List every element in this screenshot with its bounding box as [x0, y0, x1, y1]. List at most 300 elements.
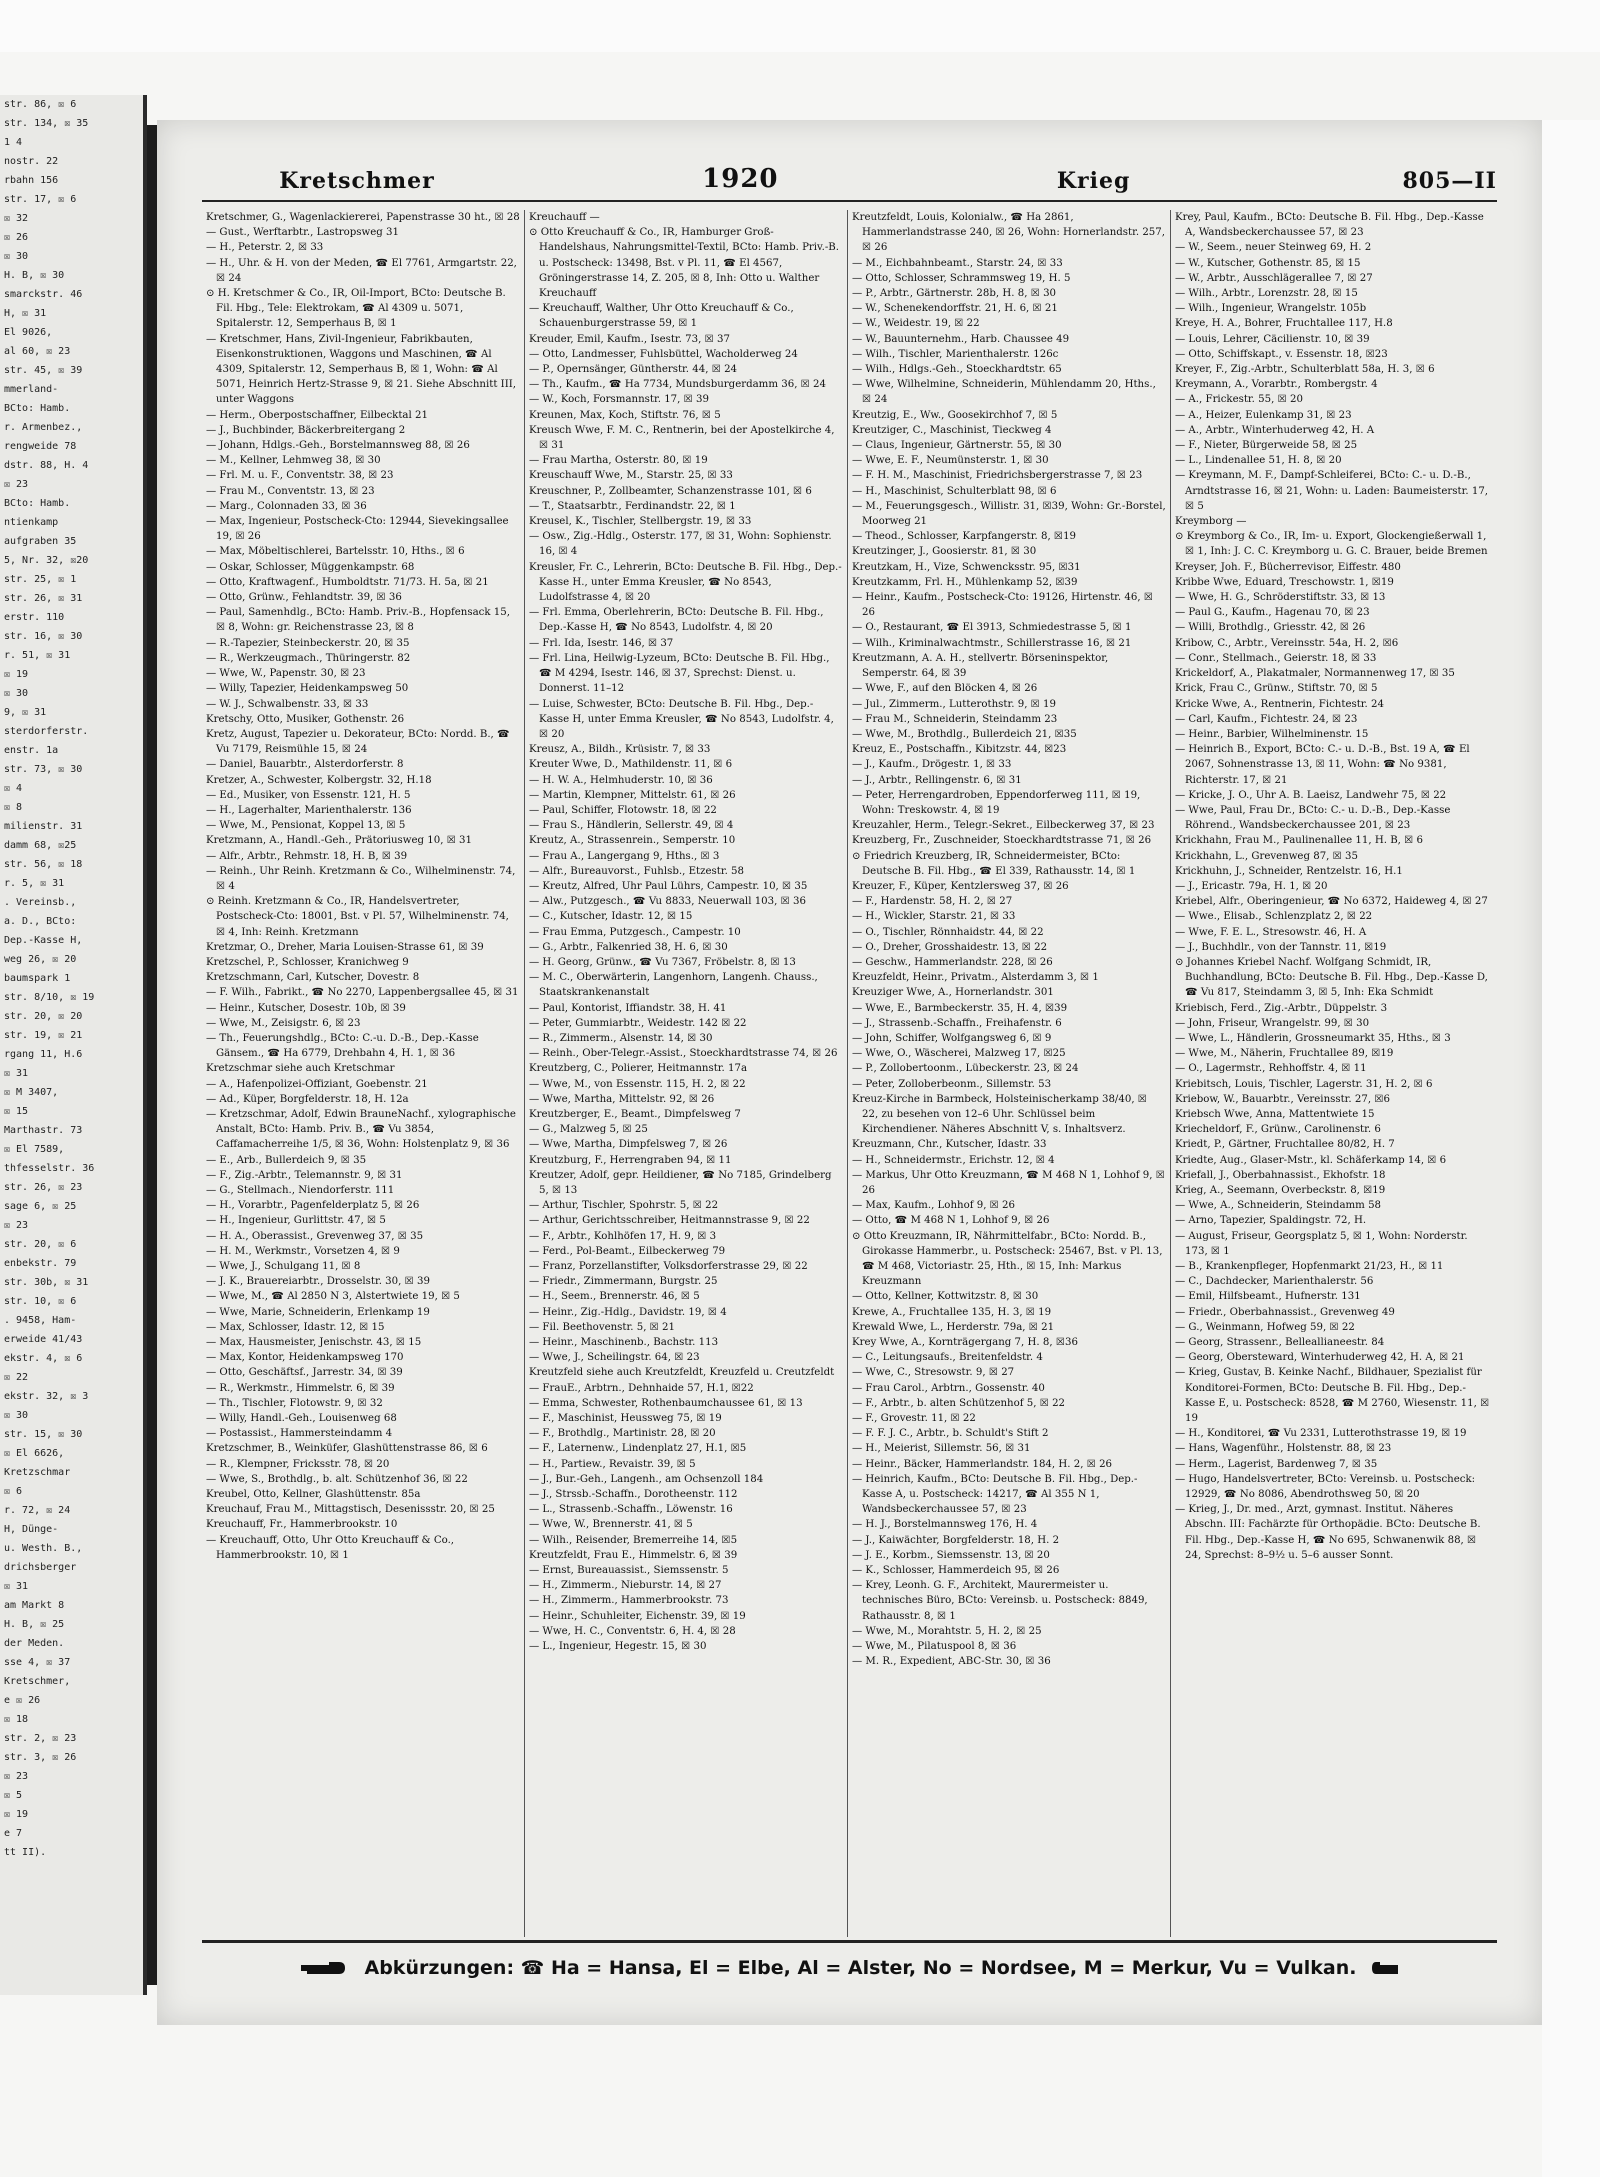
directory-entry: — Alfr., Arbtr., Rehmstr. 18, H. B, ☒ 39: [206, 850, 408, 862]
directory-entry: — Wwe, Martha, Dimpfelsweg 7, ☒ 26: [529, 1139, 728, 1151]
directory-entry: — R., Werkzeugmach., Thüringerstr. 82: [206, 652, 411, 664]
directory-entry: — Max, Kaufm., Lohhof 9, ☒ 26: [852, 1200, 1015, 1212]
left-page-line: r. 51, ☒ 31: [4, 650, 71, 661]
left-page-line: ☒ 23: [4, 1220, 29, 1231]
directory-entry: Krickhahn, Frau M., Paulinenallee 11, H. B, ☒ 6: [1175, 835, 1424, 847]
directory-entry: — J., Buchbinder, Bäckerbreitergang 2: [206, 424, 406, 436]
left-page-line: ☒ 23: [4, 479, 29, 490]
abbreviations-text: Abkürzungen: ☎ Ha = Hansa, El = Elbe, Al = Alster, No = Nordsee, M = Merkur, Vu = Vulkan.: [364, 1957, 1357, 1979]
directory-entry: Krewald Wwe, L., Herderstr. 79a, ☒ 21: [852, 1321, 1055, 1333]
directory-entry: Kricke Wwe, A., Rentnerin, Fichtestr. 24: [1175, 698, 1384, 710]
directory-entry: — Wwe, E., Barmbeckerstr. 35, H. 4, ☒39: [852, 1002, 1068, 1014]
directory-entry: — Heinr., Kutscher, Dosestr. 10b, ☒ 39: [206, 1002, 406, 1014]
directory-entry: ⊙ Otto Kreuchauff & Co., IR, Hamburger Groß-Handelshaus, Nahrungsmittel-Textil, BCto: Hamb. Priv.-B. u. Postscheck: 13498, Bst. v Pl. 11, ☎ El 4567, Gröningerstrasse 14, Z. 205, ☒ 8, Inh: Otto u. Walther Kreuchauff: [529, 227, 840, 300]
directory-entry: — W., Seem., neuer Steinweg 69, H. 2: [1175, 242, 1372, 254]
directory-entry: — Peter, Herrengardroben, Eppendorferweg 111, ☒ 19, Wohn: Treskowstr. 4, ☒ 19: [852, 789, 1141, 816]
directory-entry: — H., Lagerhalter, Marienthalerstr. 136: [206, 804, 412, 816]
directory-entry: — H., Uhr. & H. von der Meden, ☎ El 7761, Armgartstr. 22, ☒ 24: [206, 257, 517, 284]
directory-entry: — H., Ingenieur, Gurlittstr. 47, ☒ 5: [206, 1215, 386, 1227]
directory-entry: Kreutzberger, E., Beamt., Dimpfelsweg 7: [529, 1108, 741, 1120]
directory-entry: — Emil, Hilfsbeamt., Hufnerstr. 131: [1175, 1291, 1361, 1303]
directory-entry: — H. W. A., Helmhuderstr. 10, ☒ 36: [529, 774, 713, 786]
directory-entry: — W., Weidestr. 19, ☒ 22: [852, 318, 980, 330]
directory-entry: — Ed., Musiker, von Essenstr. 121, H. 5: [206, 789, 411, 801]
directory-entry: — R., Werkmstr., Himmelstr. 6, ☒ 39: [206, 1382, 395, 1394]
directory-entry: — Wilh., Kriminalwachtmstr., Schillerstrasse 16, ☒ 21: [852, 637, 1132, 649]
directory-entry: — Hugo, Handelsvertreter, BCto: Vereinsb. u. Postscheck: 12929, ☎ No 8086, Abendrothsweg 50, ☒ 20: [1175, 1473, 1476, 1501]
directory-entry: — J. K., Brauereiarbtr., Drosselstr. 30, ☒ 39: [206, 1276, 430, 1288]
directory-entry: — A., Arbtr., Winterhuderweg 42, H. A: [1175, 424, 1375, 436]
directory-entry: Kriebow, W., Bauarbtr., Vereinsstr. 27, ☒6: [1175, 1093, 1390, 1105]
left-page-line: ☒ 23: [4, 1771, 29, 1782]
directory-entry: — Wwe, Paul, Frau Dr., BCto: C.- u. D.-B., Dep.-Kasse Röhrend., Wandsbeckerchaussee 201, ☒ 23: [1175, 804, 1451, 832]
header-right-keyword: Krieg: [1056, 168, 1131, 194]
directory-entry: — Wwe, W., Brennerstr. 41, ☒ 5: [529, 1519, 693, 1531]
directory-entry: — R.-Tapezier, Steinbeckerstr. 20, ☒ 35: [206, 637, 410, 649]
entry-columns: [202, 210, 1497, 1937]
left-page-line: 9, ☒ 31: [4, 707, 47, 718]
left-page-line: am Markt 8: [4, 1600, 65, 1611]
directory-entry: — Peter, Gummiarbtr., Weidestr. 142 ☒ 22: [529, 1017, 747, 1029]
left-page-line: ☒ 31: [4, 1068, 29, 1079]
directory-entry: Kreuz-Kirche in Barmbeck, Holsteinischerkamp 38/40, ☒ 22, zu besehen von 12–6 Uhr. Schlüssel beim Kirchendiener. Näheres Abschnitt V, s. Inhaltsverz.: [852, 1093, 1147, 1136]
directory-entry: Kretschmer, G., Wagenlackiererei, Papenstrasse 30 ht., ☒ 28: [206, 212, 520, 223]
directory-entry: Kreyer, F., Zig.-Arbtr., Schulterblatt 58a, H. 3, ☒ 6: [1175, 364, 1435, 376]
directory-entry: — H., Wickler, Starstr. 21, ☒ 33: [852, 911, 1016, 923]
directory-entry: — Kretzschmar, Adolf, Edwin BrauneNachf., xylographische Anstalt, BCto: Hamb. Priv. B., ☎ Vu 3854, Caffamacherreihe 1/5, ☒ 36, Wohn: Holstenplatz 9, ☒ 36: [206, 1108, 516, 1151]
running-header: [207, 154, 1497, 194]
header-year: 1920: [702, 164, 779, 194]
directory-entry: — Heinr., Maschinenb., Bachstr. 113: [529, 1337, 719, 1349]
directory-entry: — Heinr., Kaufm., Postscheck-Cto: 19126, Hirtenstr. 46, ☒ 26: [852, 592, 1153, 619]
directory-entry: Kreuziger Wwe, A., Hornerlandstr. 301: [852, 987, 1054, 999]
left-page-line: weg 26, ☒ 20: [4, 954, 77, 965]
directory-entry: — R., Klempner, Fricksstr. 78, ☒ 20: [206, 1458, 390, 1470]
left-page-line: 1 4: [4, 137, 23, 148]
directory-entry: — Frau Emma, Putzgesch., Campestr. 10: [529, 926, 741, 938]
pointing-hand-icon: [299, 1959, 351, 1977]
left-page-line: ☒ 31: [4, 1581, 29, 1592]
directory-entry: — Jul., Zimmerm., Lutterothstr. 9, ☒ 19: [852, 698, 1057, 710]
directory-entry: — E., Arb., Bullerdeich 9, ☒ 35: [206, 1154, 367, 1166]
directory-entry: — A., Frickestr. 55, ☒ 20: [1175, 394, 1303, 406]
directory-entry: Krey Wwe, A., Kornträgergang 7, H. 8, ☒36: [852, 1337, 1078, 1349]
directory-entry: — H., Vorarbtr., Pagenfelderplatz 5, ☒ 26: [206, 1200, 420, 1212]
directory-entry: — F. Wilh., Fabrikt., ☎ No 2270, Lappenbergsallee 45, ☒ 31: [206, 987, 519, 999]
directory-entry: — F., Hardenstr. 58, H. 2, ☒ 27: [852, 896, 1013, 908]
directory-entry: Kretzschmar siehe auch Kretschmar: [206, 1063, 395, 1075]
directory-entry: Kreuzer, F., Küper, Kentzlersweg 37, ☒ 26: [852, 880, 1069, 892]
directory-entry: — Max, Schlosser, Idastr. 12, ☒ 15: [206, 1321, 385, 1333]
left-page-line: BCto: Hamb.: [4, 498, 71, 509]
directory-entry: — O., Lagermstr., Rehhoffstr. 4, ☒ 11: [1175, 1063, 1367, 1075]
directory-entry: — Wwe., Elisab., Schlenzplatz 2, ☒ 22: [1175, 911, 1373, 923]
directory-entry: — B., Krankenpfleger, Hopfenmarkt 21/23, H., ☒ 11: [1175, 1261, 1444, 1273]
directory-entry: Kreuzahler, Herm., Telegr.-Sekret., Eilbeckerweg 37, ☒ 23: [852, 820, 1155, 832]
directory-entry: — W., Bauunternehm., Harb. Chaussee 49: [852, 333, 1070, 345]
left-page-line: ☒ 18: [4, 1714, 29, 1725]
left-page-line: drichsberger: [4, 1562, 77, 1573]
directory-entry: — Markus, Uhr Otto Kreuzmann, ☎ M 468 N 1, Lohhof 9, ☒ 26: [852, 1169, 1165, 1196]
directory-entry: — H., Konditorei, ☎ Vu 2331, Lutterothstrasse 19, ☒ 19: [1175, 1428, 1467, 1440]
directory-entry: — Wwe, M., Näherin, Fruchtallee 89, ☒19: [1175, 1048, 1394, 1060]
directory-entry: Krickeldorf, A., Plakatmaler, Normannenweg 17, ☒ 35: [1175, 668, 1455, 680]
left-page-line: nostr. 22: [4, 156, 59, 167]
directory-entry: — Kreutz, Alfred, Uhr Paul Lührs, Campestr. 10, ☒ 35: [529, 880, 808, 892]
left-page-line: str. 15, ☒ 30: [4, 1429, 83, 1440]
left-page-line: Kretschmer,: [4, 1676, 71, 1687]
directory-entry: Kreyser, Joh. F., Bücherrevisor, Eiffestr. 480: [1175, 561, 1401, 573]
directory-entry: — Hans, Wagenführ., Holstenstr. 88, ☒ 23: [1175, 1443, 1392, 1455]
directory-entry: — F., Grovestr. 11, ☒ 22: [852, 1413, 976, 1425]
directory-entry: ⊙ Kreymborg & Co., IR, Im- u. Export, Glockengießerwall 1, ☒ 1, Inh: J. C. C. Kreymborg u. G. C. Brauer, beide Bremen: [1175, 531, 1488, 558]
left-page-line: Dep.-Kasse H,: [4, 935, 83, 946]
directory-entry: — F. F. J. C., Arbtr., b. Schuldt's Stift 2: [852, 1428, 1049, 1440]
directory-entry: — W., Schenekendorffstr. 21, H. 6, ☒ 21: [852, 303, 1058, 315]
directory-entry: — Oskar, Schlosser, Müggenkampstr. 68: [206, 561, 415, 573]
left-page-line: ekstr. 32, ☒ 3: [4, 1391, 89, 1402]
directory-entry: Kreusler, Fr. C., Lehrerin, BCto: Deutsche B. Fil. Hbg., Dep.-Kasse H., unter Emma Kreusler, ☎ No 8543, Ludolfstrasse 4, ☒ 20: [529, 561, 842, 604]
directory-entry: Kretzschmer, B., Weinküfer, Glashüttenstrasse 86, ☒ 6: [206, 1443, 488, 1455]
directory-entry: — Wwe, H. G., Schröderstiftstr. 33, ☒ 13: [1175, 592, 1386, 604]
directory-entry: — H., Seem., Brennerstr. 46, ☒ 5: [529, 1291, 700, 1303]
left-page-line: str. 56, ☒ 18: [4, 859, 83, 870]
left-page-line: ☒ 30: [4, 1410, 29, 1421]
directory-entry: Kreutzberg, C., Polierer, Heitmannstr. 17a: [529, 1063, 748, 1075]
left-page-line: mmerland-: [4, 384, 59, 395]
directory-entry: — W., Kutscher, Gothenstr. 85, ☒ 15: [1175, 257, 1361, 269]
left-page-line: e ☒ 26: [4, 1695, 41, 1706]
left-page-line: erstr. 110: [4, 612, 65, 623]
left-page-line: str. 20, ☒ 20: [4, 1011, 83, 1022]
scan-margin-right: [1542, 120, 1600, 2177]
directory-entry: Kreunen, Max, Koch, Stiftstr. 76, ☒ 5: [529, 409, 721, 421]
directory-entry: — M., Eichbahnbeamt., Starstr. 24, ☒ 33: [852, 257, 1063, 269]
directory-entry: — Postassist., Hammersteindamm 4: [206, 1428, 393, 1440]
directory-entry: — Heinr., Barbier, Wilhelminenstr. 15: [1175, 728, 1369, 740]
directory-entry: — Frau A., Langergang 9, Hths., ☒ 3: [529, 850, 720, 862]
header-rule: [202, 200, 1497, 202]
directory-entry: — Kreymann, M. F., Dampf-Schleiferei, BCto: C.- u. D.-B., Arndtstrasse 16, ☒ 21, Wohn: u. Laden: Baumeisterstr. 17, ☒ 5: [1175, 470, 1489, 512]
directory-entry: — Friedr., Oberbahnassist., Grevenweg 49: [1175, 1306, 1395, 1318]
left-page-line: str. 19, ☒ 21: [4, 1030, 83, 1041]
directory-entry: — P., Zollobertoonm., Lübeckerstr. 23, ☒ 24: [852, 1063, 1079, 1075]
directory-entry: — Krieg, Gustav, B. Keinke Nachf., Bildhauer, Spezialist für Konditorei-Formen, BCto: Deutsche B. Fil. Hbg., Dep.-Kasse E, u. Postscheck: 8528, ☎ M 2760, Wiesenstr. 11, ☒ 19: [1175, 1367, 1490, 1425]
directory-entry: — Conr., Stellmach., Geierstr. 18, ☒ 33: [1175, 652, 1377, 664]
left-page-line: str. 45, ☒ 39: [4, 365, 83, 376]
directory-entry: — Arno, Tapezier, Spaldingstr. 72, H.: [1175, 1215, 1367, 1227]
directory-entry: — Otto, Kraftwagenf., Humboldtstr. 71/73. H. 5a, ☒ 21: [206, 576, 489, 588]
directory-page: [157, 120, 1542, 2025]
directory-entry: Kreuz, E., Postschaffn., Kibitzstr. 44, ☒23: [852, 744, 1067, 756]
directory-entry: — Paul, Kontorist, Iffiandstr. 38, H. 41: [529, 1002, 727, 1014]
directory-entry: — H. J., Borstelmannsweg 176, H. 4: [852, 1519, 1038, 1531]
column-4: [1171, 210, 1494, 1937]
left-page-line: sage 6, ☒ 25: [4, 1201, 77, 1212]
directory-entry: — T., Staatsarbtr., Ferdinandstr. 22, ☒ 1: [529, 500, 736, 512]
left-page-line: sterdorferstr.: [4, 726, 89, 737]
header-left-keyword: Kretschmer: [279, 168, 435, 194]
directory-entry: — Friedr., Zimmermann, Burgstr. 25: [529, 1276, 718, 1288]
directory-entry: — John, Friseur, Wrangelstr. 99, ☒ 30: [1175, 1017, 1370, 1029]
left-page-line: ☒ El 6626,: [4, 1448, 65, 1459]
left-page-line: . 9458, Ham-: [4, 1315, 77, 1326]
directory-entry: — Martin, Klempner, Mittelstr. 61, ☒ 26: [529, 789, 736, 801]
directory-entry: — Max, Hausmeister, Jenischstr. 43, ☒ 15: [206, 1337, 422, 1349]
left-page-line: tt II).: [4, 1847, 47, 1858]
directory-entry: — Georg, Obersteward, Winterhuderweg 42, H. A, ☒ 21: [1175, 1352, 1465, 1364]
directory-entry: — Th., Feuerungshdlg., BCto: C.-u. D.-B., Dep.-Kasse Gänsem., ☎ Ha 6779, Drehbahn 4, H. 1, ☒ 36: [206, 1032, 479, 1060]
directory-entry: — F., Brothdlg., Martinistr. 28, ☒ 20: [529, 1428, 716, 1440]
directory-entry: — F. H. M., Maschinist, Friedrichsbergerstrasse 7, ☒ 23: [852, 470, 1143, 482]
column-2: [525, 210, 848, 1937]
directory-entry: — Otto, Kellner, Kottwitzstr. 8, ☒ 30: [852, 1291, 1039, 1303]
left-page-line: al 60, ☒ 23: [4, 346, 71, 357]
directory-entry: — Otto, Grünw., Fehlandtstr. 39, ☒ 36: [206, 592, 402, 604]
left-page-line: rgang 11, H.6: [4, 1049, 83, 1060]
directory-entry: Kreutzinger, J., Goosierstr. 81, ☒ 30: [852, 546, 1037, 558]
directory-entry: — Daniel, Bauarbtr., Alsterdorferstr. 8: [206, 759, 404, 771]
directory-entry: ⊙ Otto Kreuzmann, IR, Nährmittelfabr., BCto: Nordd. B., Girokasse Hammerbr., u. Postscheck: 25467, Bst. v Pl. 13, ☎ M 468, Victoriastr. 25, Hth., ☒ 15, Inh: Markus Kreuzmann: [852, 1230, 1163, 1288]
directory-entry: Krieg, A., Seemann, Overbeckstr. 8, ☒19: [1175, 1185, 1386, 1196]
directory-entry: — G., Weinmann, Hofweg 59, ☒ 22: [1175, 1321, 1355, 1333]
left-page-line: str. 17, ☒ 6: [4, 194, 77, 205]
directory-entry: — F., Zig.-Arbtr., Telemannstr. 9, ☒ 31: [206, 1169, 403, 1181]
directory-entry: — Wwe, M., Pilatuspool 8, ☒ 36: [852, 1641, 1017, 1653]
directory-entry: — M., Kellner, Lehmweg 38, ☒ 30: [206, 455, 381, 467]
directory-entry: — Alfr., Bureauvorst., Fuhlsb., Etzestr. 58: [529, 865, 745, 877]
column-3: [848, 210, 1171, 1937]
left-page-line: erweide 41/43: [4, 1334, 83, 1345]
book-gutter: [147, 125, 157, 1985]
directory-entry: — Wwe, F., auf den Blöcken 4, ☒ 26: [852, 683, 1038, 695]
left-page-line: ☒ 8: [4, 802, 23, 813]
directory-entry: — J., Bur.-Geh., Langenh., am Ochsenzoll 184: [529, 1473, 764, 1485]
directory-entry: — Fil. Beethovenstr. 5, ☒ 21: [529, 1321, 676, 1333]
directory-entry: ⊙ Reinh. Kretzmann & Co., IR, Handelsvertreter, Postscheck-Cto: 18001, Bst. v Pl. 57, Wilhelminenstr. 74, ☒ 4, Inh: Reinh. Kretzmann: [206, 896, 509, 938]
directory-entry: — A., Hafenpolizei-Offiziant, Goebenstr. 21: [206, 1078, 428, 1090]
directory-entry: — H., Peterstr. 2, ☒ 33: [206, 242, 324, 254]
left-page-line: u. Westh. B.,: [4, 1543, 83, 1554]
directory-entry: — J., Kaufm., Drögestr. 1, ☒ 33: [852, 759, 1012, 771]
directory-entry: — Claus, Ingenieur, Gärtnerstr. 55, ☒ 30: [852, 440, 1062, 452]
directory-entry: — H. A., Oberassist., Grevenweg 37, ☒ 35: [206, 1230, 424, 1242]
directory-entry: Kriebsch Wwe, Anna, Mattentwiete 15: [1175, 1108, 1375, 1120]
directory-entry: — L., Lindenallee 51, H. 8, ☒ 20: [1175, 455, 1342, 467]
left-page-line: ☒ M 3407,: [4, 1087, 59, 1098]
directory-entry: — H., Partiew., Revaistr. 39, ☒ 5: [529, 1458, 696, 1470]
directory-entry: — H. Georg, Grünw., ☎ Vu 7367, Fröbelstr. 8, ☒ 13: [529, 956, 796, 968]
directory-entry: — Wwe, M., Morahtstr. 5, H. 2, ☒ 25: [852, 1625, 1042, 1637]
directory-entry: — Krieg, J., Dr. med., Arzt, gymnast. Institut. Näheres Abschn. III: Fachärzte für Orthopädie. BCto: Deutsche B. Fil. Hbg., Dep.-Kasse H, ☎ No 695, Schwanenwik 88, ☒ 24, Sprechst: 8–9½ u. 5–6 ausser Sonnt.: [1175, 1504, 1481, 1561]
directory-entry: Kriebitsch, Louis, Tischler, Lagerstr. 31, H. 2, ☒ 6: [1175, 1078, 1433, 1090]
directory-entry: Kreutzmann, A. A. H., stellvertr. Börseninspektor, Semperstr. 64, ☒ 39: [852, 652, 1109, 680]
directory-entry: — Wwe, E. F., Neumünsterstr. 1, ☒ 30: [852, 455, 1049, 467]
left-page-line: ☒ 6: [4, 1486, 23, 1497]
directory-entry: Krickhahn, L., Grevenweg 87, ☒ 35: [1175, 850, 1358, 862]
left-page-line: baumspark 1: [4, 973, 71, 984]
directory-entry: — C., Kutscher, Idastr. 12, ☒ 15: [529, 911, 693, 923]
directory-entry: — Reinh., Uhr Reinh. Kretzmann & Co., Wilhelminenstr. 74, ☒ 4: [206, 865, 516, 892]
directory-entry: — Wwe, F. E. L., Stresowstr. 46, H. A: [1175, 926, 1367, 938]
directory-entry: Kretz, August, Tapezier u. Dekorateur, BCto: Nordd. B., ☎ Vu 7179, Reismühle 15, ☒ 24: [206, 728, 510, 756]
directory-entry: — Kreuchauff, Walther, Uhr Otto Kreuchauff & Co., Schauenburgerstrasse 59, ☒ 1: [529, 303, 794, 330]
directory-entry: — F., Arbtr., b. alten Schützenhof 5, ☒ 22: [852, 1397, 1066, 1409]
left-page-line: str. 8/10, ☒ 19: [4, 992, 95, 1003]
left-page-line: damm 68, ☒25: [4, 840, 77, 851]
left-page-line: Marthastr. 73: [4, 1125, 83, 1136]
directory-entry: — Wilh., Hdlgs.-Geh., Stoeckhardtstr. 65: [852, 364, 1062, 376]
page-number: 805—II: [1402, 168, 1497, 194]
left-page-line: rbahn 156: [4, 175, 59, 186]
left-page-line: ☒ El 7589,: [4, 1144, 65, 1155]
left-page-line: ☒ 4: [4, 783, 23, 794]
directory-entry: — Willy, Handl.-Geh., Louisenweg 68: [206, 1413, 397, 1425]
directory-entry: — Otto, Schiffskapt., v. Essenstr. 18, ☒23: [1175, 348, 1388, 360]
directory-entry: ⊙ Friedrich Kreuzberg, IR, Schneidermeister, BCto: Deutsche B. Fil. Hbg., ☎ El 339, Rathausstr. 14, ☒ 1: [852, 850, 1136, 877]
directory-entry: — W., Arbtr., Ausschlägerallee 7, ☒ 27: [1175, 272, 1373, 284]
directory-entry: Kreutziger, C., Maschinist, Tieckweg 4: [852, 424, 1052, 436]
directory-entry: — G., Malzweg 5, ☒ 25: [529, 1124, 648, 1136]
left-page-line: . Vereinsb.,: [4, 897, 77, 908]
directory-entry: — A., Heizer, Eulenkamp 31, ☒ 23: [1175, 409, 1352, 421]
directory-entry: — F., Arbtr., Kohlhöfen 17, H. 9, ☒ 3: [529, 1230, 717, 1242]
directory-entry: — Wwe, M., Pensionat, Koppel 13, ☒ 5: [206, 820, 406, 832]
directory-entry: — H., Meierist, Sillemstr. 56, ☒ 31: [852, 1443, 1031, 1455]
left-page-line: ☒ 19: [4, 669, 29, 680]
left-page-line: BCto: Hamb.: [4, 403, 71, 414]
directory-entry: — Herm., Lagerist, Bardenweg 7, ☒ 35: [1175, 1458, 1378, 1470]
left-page-line: 5, Nr. 32, ☒20: [4, 555, 89, 566]
directory-entry: Kreuchauff, Fr., Hammerbrookstr. 10: [206, 1519, 398, 1531]
directory-entry: Kreuchauf, Frau M., Mittagstisch, Desenissstr. 20, ☒ 25: [206, 1504, 495, 1516]
left-page-line: ☒ 15: [4, 1106, 29, 1117]
column-1: [202, 210, 525, 1937]
directory-entry: — J., Kaiwächter, Borgfelderstr. 18, H. 2: [852, 1534, 1060, 1546]
directory-entry: — H., Maschinist, Schulterblatt 98, ☒ 6: [852, 485, 1057, 497]
directory-entry: Kreuschauff Wwe, M., Starstr. 25, ☒ 33: [529, 470, 733, 482]
directory-entry: — Luise, Schwester, BCto: Deutsche B. Fil. Hbg., Dep.-Kasse H, unter Emma Kreusler, ☎ No 8543, Ludolfstr. 4, ☒ 20: [529, 698, 834, 740]
directory-entry: — Paul G., Kaufm., Hagenau 70, ☒ 23: [1175, 607, 1370, 619]
directory-entry: Kreutzkam, H., Vize, Schwencksstr. 95, ☒31: [852, 561, 1081, 573]
directory-entry: — Herm., Oberpostschaffner, Eilbecktal 21: [206, 409, 428, 421]
directory-entry: — Wwe, M., Zeisigstr. 6, ☒ 23: [206, 1017, 361, 1029]
directory-entry: — Heinr., Schuhleiter, Eichenstr. 39, ☒ 19: [529, 1610, 746, 1622]
directory-entry: — Wwe, M., ☎ Al 2850 N 3, Alstertwiete 19, ☒ 5: [206, 1291, 460, 1303]
directory-entry: Kretzschmann, Carl, Kutscher, Dovestr. 8: [206, 972, 420, 984]
left-page-line: ☒ 19: [4, 1809, 29, 1820]
directory-entry: — H., Zimmerm., Nieburstr. 14, ☒ 27: [529, 1580, 722, 1592]
directory-entry: — Reinh., Ober-Telegr.-Assist., Stoeckhardtstrasse 74, ☒ 26: [529, 1048, 838, 1060]
directory-entry: Kreuzmann, Chr., Kutscher, Idastr. 33: [852, 1139, 1047, 1151]
directory-entry: — M. C., Oberwärterin, Langenhorn, Langenh. Chauss., Staatskrankenanstalt: [529, 972, 818, 999]
left-page-line: ekstr. 4, ☒ 6: [4, 1353, 83, 1364]
directory-entry: — Frau Martha, Osterstr. 80, ☒ 19: [529, 455, 708, 467]
left-page-fragment: [0, 95, 147, 1995]
directory-entry: — Frau M., Conventstr. 13, ☒ 23: [206, 485, 375, 497]
directory-entry: Kriedte, Aug., Glaser-Mstr., kl. Schäferkamp 14, ☒ 6: [1175, 1154, 1447, 1166]
directory-entry: — O., Dreher, Grosshaidestr. 13, ☒ 22: [852, 941, 1048, 953]
directory-entry: — Max, Möbeltischlerei, Bartelsstr. 10, Hths., ☒ 6: [206, 546, 465, 558]
directory-entry: — Otto, Geschäftsf., Jarrestr. 34, ☒ 39: [206, 1367, 403, 1379]
left-page-line: milienstr. 31: [4, 821, 83, 832]
left-page-line: sse 4, ☒ 37: [4, 1657, 71, 1668]
directory-entry: — O., Restaurant, ☎ El 3913, Schmiedestrasse 5, ☒ 1: [852, 622, 1132, 634]
directory-entry: Kretschy, Otto, Musiker, Gothenstr. 26: [206, 713, 405, 725]
directory-entry: — Carl, Kaufm., Fichtestr. 24, ☒ 23: [1175, 713, 1358, 725]
directory-entry: — Arthur, Gerichtsschreiber, Heitmannstrasse 9, ☒ 22: [529, 1215, 810, 1227]
left-page-line: ntienkamp: [4, 517, 59, 528]
left-page-line: str. 73, ☒ 30: [4, 764, 83, 775]
directory-entry: Krey, Paul, Kaufm., BCto: Deutsche B. Fil. Hbg., Dep.-Kasse A, Wandsbeckerchaussee 57, ☒ 23: [1175, 212, 1484, 239]
directory-entry: Kriefall, J., Oberbahnassist., Ekhofstr. 18: [1175, 1169, 1386, 1181]
left-page-line: rengweide 78: [4, 441, 77, 452]
directory-entry: — Th., Kaufm., ☎ Ha 7734, Mundsburgerdamm 36, ☒ 24: [529, 379, 827, 391]
directory-entry: — Wwe, Marie, Schneiderin, Erlenkamp 19: [206, 1306, 430, 1318]
left-page-line: r. 72, ☒ 24: [4, 1505, 71, 1516]
directory-entry: Kreutzkamm, Frl. H., Mühlenkamp 52, ☒39: [852, 576, 1078, 588]
directory-entry: Kribbe Wwe, Eduard, Treschowstr. 1, ☒19: [1175, 576, 1394, 588]
directory-entry: — J., Buchhdlr., von der Tannstr. 11, ☒19: [1175, 941, 1387, 953]
left-page-line: H, ☒ 31: [4, 308, 47, 319]
left-page-line: ☒ 26: [4, 232, 29, 243]
directory-entry: — K., Schlosser, Hammerdeich 95, ☒ 26: [852, 1565, 1060, 1577]
directory-entry: Kriebel, Alfr., Oberingenieur, ☎ No 6372, Haideweg 4, ☒ 27: [1175, 896, 1488, 908]
directory-entry: — G., Stellmach., Niendorferstr. 111: [206, 1185, 395, 1196]
left-page-line: r. 5, ☒ 31: [4, 878, 65, 889]
directory-entry: — Geschw., Hammerlandstr. 228, ☒ 26: [852, 956, 1053, 968]
directory-entry: Kreutzburg, F., Herrengraben 94, ☒ 11: [529, 1154, 732, 1166]
directory-entry: — J. E., Korbm., Siemssenstr. 13, ☒ 20: [852, 1549, 1050, 1561]
directory-entry: — Wilh., Ingenieur, Wrangelstr. 105b: [1175, 303, 1367, 315]
left-page-line: ☒ 22: [4, 1372, 29, 1383]
directory-entry: — Ad., Küper, Borgfelderstr. 18, H. 12a: [206, 1093, 409, 1105]
directory-entry: — L., Strassenb.-Schaffn., Löwenstr. 16: [529, 1504, 733, 1516]
directory-entry: — Heinrich, Kaufm., BCto: Deutsche B. Fil. Hbg., Dep.-Kasse A, u. Postscheck: 14217, ☎ Al 355 N 1, Wandsbeckerchaussee 57, ☒ 23: [852, 1473, 1138, 1516]
directory-entry: — Georg, Strassenr., Belleallianeestr. 84: [1175, 1337, 1385, 1349]
directory-entry: Kreutzer, Adolf, gepr. Heildiener, ☎ No 7185, Grindelberg 5, ☒ 13: [529, 1169, 832, 1196]
directory-entry: — Peter, Zolloberbeonm., Sillemstr. 53: [852, 1078, 1052, 1090]
left-page-line: dstr. 88, H. 4: [4, 460, 89, 471]
scan-margin: [0, 0, 1600, 52]
directory-entry: Kriedt, P., Gärtner, Fruchtallee 80/82, H. 7: [1175, 1139, 1395, 1151]
directory-entry: — Arthur, Tischler, Spohrstr. 5, ☒ 22: [529, 1200, 719, 1212]
directory-entry: — Willi, Brothdlg., Griesstr. 42, ☒ 26: [1175, 622, 1366, 634]
left-page-line: str. 26, ☒ 31: [4, 593, 83, 604]
directory-entry: — Paul, Samenhdlg., BCto: Hamb. Priv.-B., Hopfensack 15, ☒ 8, Wohn: gr. Reichenstrasse 23, ☒ 8: [206, 607, 510, 634]
directory-entry: — Wwe, S., Brothdlg., b. alt. Schützenhof 36, ☒ 22: [206, 1473, 468, 1485]
directory-entry: Krickhuhn, J., Schneider, Rentzelstr. 16, H.1: [1175, 865, 1403, 877]
left-page-line: aufgraben 35: [4, 536, 77, 547]
directory-entry: — Wilh., Reisender, Bremerreihe 14, ☒5: [529, 1534, 738, 1546]
directory-entry: — P., Opernsänger, Güntherstr. 44, ☒ 24: [529, 364, 738, 376]
directory-entry: Kreubel, Otto, Kellner, Glashüttenstr. 85a: [206, 1489, 421, 1501]
directory-entry: — FrauE., Arbtrn., Dehnhaide 57, H.1, ☒22: [529, 1382, 754, 1394]
directory-entry: — Wwe, Martha, Mittelstr. 92, ☒ 26: [529, 1093, 715, 1105]
directory-entry: — Willy, Tapezier, Heidenkampsweg 50: [206, 683, 409, 695]
left-page-line: ☒ 32: [4, 213, 29, 224]
directory-entry: — Max, Kontor, Heidenkampsweg 170: [206, 1352, 404, 1364]
directory-entry: Kretzschel, P., Schlosser, Kranichweg 9: [206, 956, 409, 968]
directory-entry: — Johann, Hdlgs.-Geh., Borstelmannsweg 88, ☒ 26: [206, 440, 470, 452]
directory-entry: — R., Zimmerm., Alsenstr. 14, ☒ 30: [529, 1032, 713, 1044]
left-page-line: thfesselstr. 36: [4, 1163, 95, 1174]
directory-entry: — Emma, Schwester, Rothenbaumchaussee 61, ☒ 13: [529, 1397, 803, 1409]
directory-entry: — H., Zimmerm., Hammerbrookstr. 73: [529, 1595, 729, 1607]
directory-entry: — Frl. Emma, Oberlehrerin, BCto: Deutsche B. Fil. Hbg., Dep.-Kasse H, ☎ No 8543, Ludolfstr. 4, ☒ 20: [529, 607, 824, 634]
directory-entry: Kreutzfeldt, Louis, Kolonialw., ☎ Ha 2861, Hammerlandstrasse 240, ☒ 26, Wohn: Hornerlandstr. 257, ☒ 26: [852, 212, 1166, 254]
left-page-line: str. 25, ☒ 1: [4, 574, 77, 585]
